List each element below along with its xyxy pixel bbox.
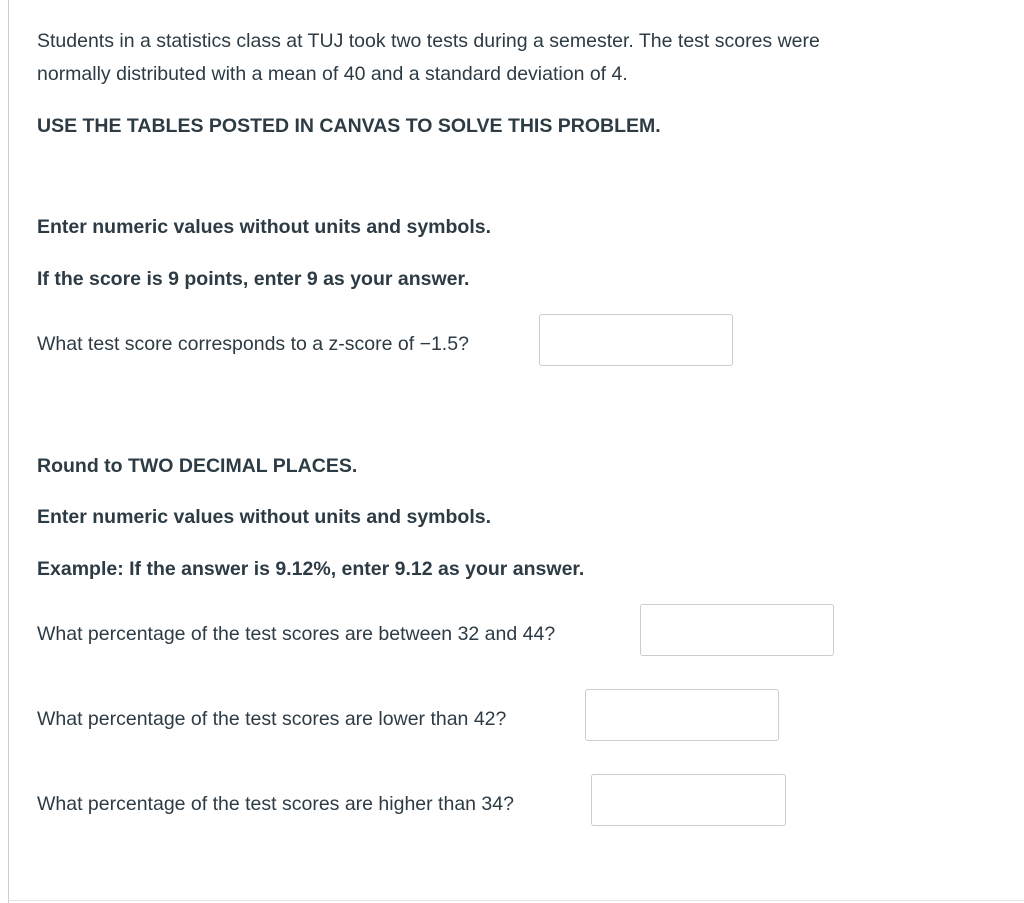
question-higher-than-34: What percentage of the test scores are higher than 34? [37, 793, 514, 815]
instruction-text: USE THE TABLES POSTED IN CANVAS TO SOLVE THIS PROBLEM. [37, 115, 661, 137]
question-between-32-44: What percentage of the test scores are between 32 and 44? [37, 623, 556, 645]
part2-note-example: Example: If the answer is 9.12%, enter 9.12 as your answer. [37, 558, 585, 580]
answer-input-z-score[interactable] [539, 314, 733, 366]
part1-note-example: If the score is 9 points, enter 9 as your answer. [37, 268, 470, 290]
part1-note-units: Enter numeric values without units and symbols. [37, 216, 492, 238]
intro-line-1: Students in a statistics class at TUJ took two tests during a semester. The test scores were [37, 30, 820, 52]
answer-input-between-32-44[interactable] [640, 604, 834, 656]
part2-note-rounding: Round to TWO DECIMAL PLACES. [37, 455, 358, 477]
answer-input-lower-than-42[interactable] [585, 689, 779, 741]
question-z-score: What test score corresponds to a z-score of −1.5? [37, 333, 469, 355]
part2-note-units: Enter numeric values without units and symbols. [37, 506, 492, 528]
answer-input-higher-than-34[interactable] [591, 774, 786, 826]
panel-divider [8, 900, 1024, 901]
intro-line-2: normally distributed with a mean of 40 and a standard deviation of 4. [37, 63, 628, 85]
question-lower-than-42: What percentage of the test scores are lower than 42? [37, 708, 507, 730]
